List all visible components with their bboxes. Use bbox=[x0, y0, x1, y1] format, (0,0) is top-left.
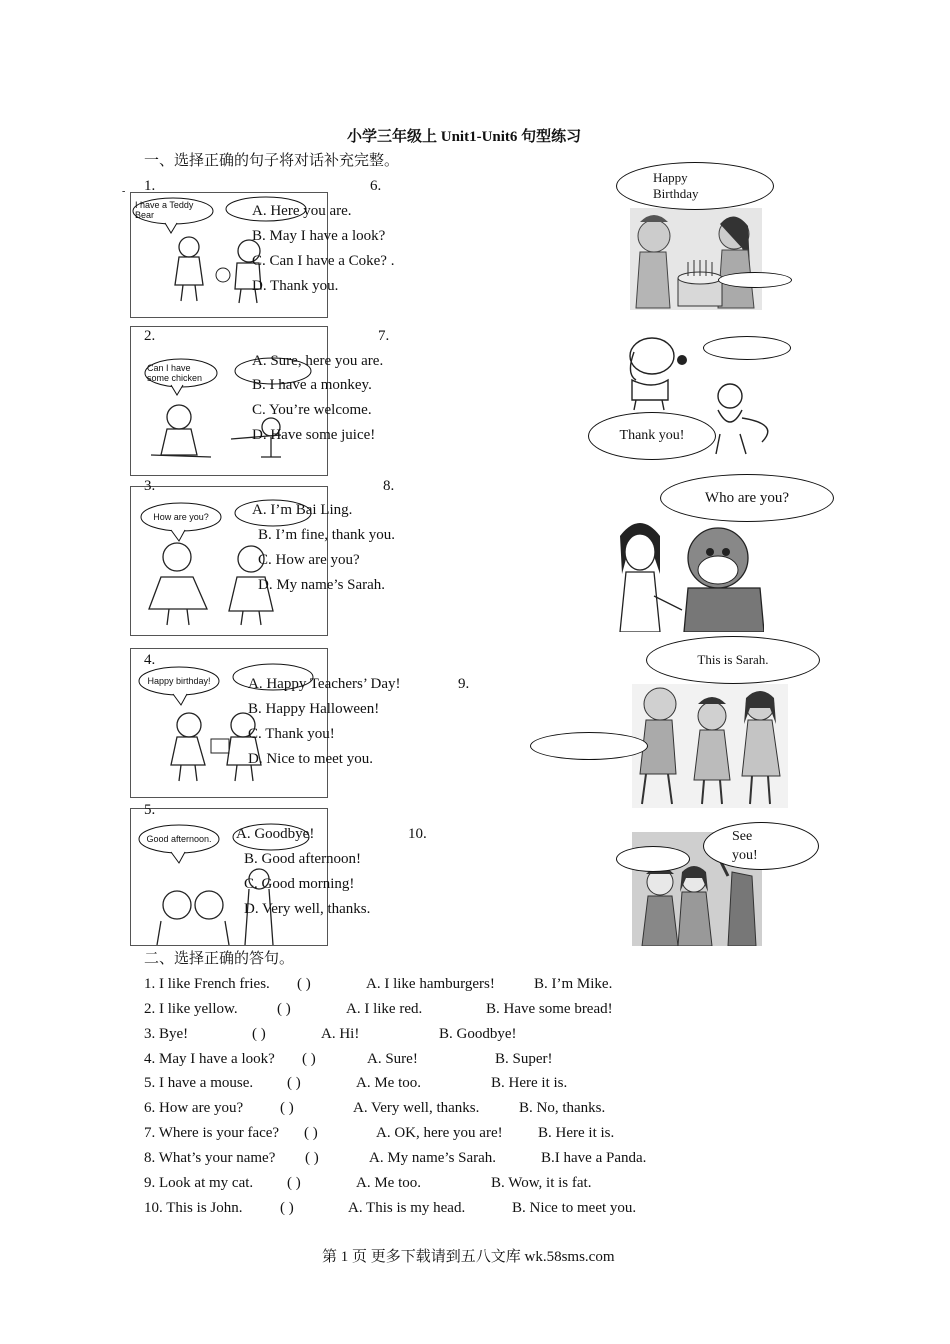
s2-q1-option-b: B. I’m Mike. bbox=[534, 976, 613, 992]
q3-option-c: C. How are you? bbox=[258, 552, 360, 568]
q4-option-d: D. Nice to meet you. bbox=[248, 751, 373, 767]
s2-q9-option-b: B. Wow, it is fat. bbox=[491, 1175, 592, 1191]
s2-q4: 4. May I have a look? bbox=[144, 1051, 275, 1067]
s2-q7-option-a: A. OK, here you are! bbox=[376, 1125, 503, 1141]
q6-bubble-text: Happy Birthday bbox=[653, 170, 699, 201]
s2-q5-option-b: B. Here it is. bbox=[491, 1075, 568, 1091]
q3-option-b: B. I’m fine, thank you. bbox=[258, 527, 396, 543]
s2-q1-blank[interactable]: ( ) bbox=[297, 976, 311, 992]
q2-option-d: D. Have some juice! bbox=[252, 427, 376, 443]
s2-q7-option-b: B. Here it is. bbox=[538, 1125, 615, 1141]
q1-option-d: D. Thank you. bbox=[252, 278, 339, 294]
s2-q5-blank[interactable]: ( ) bbox=[287, 1075, 301, 1091]
q10-bubble-text: See you! bbox=[732, 829, 758, 863]
s2-q3-option-b: B. Goodbye! bbox=[439, 1026, 517, 1042]
s2-q9-option-a: A. Me too. bbox=[356, 1175, 421, 1191]
s2-q3-blank[interactable]: ( ) bbox=[252, 1026, 266, 1042]
q8-girl-lion-illustration bbox=[614, 514, 764, 632]
q9-three-kids-illustration bbox=[632, 684, 788, 808]
q8-girl-lion-picture bbox=[614, 514, 764, 632]
q10-answer-bubble-empty bbox=[616, 846, 690, 872]
q6-number: 6. bbox=[370, 178, 382, 194]
q1-bubble-text: I have a Teddy Bear bbox=[135, 200, 194, 220]
q10-bubble-see-you bbox=[703, 822, 819, 870]
q1-option-a: A. Here you are. bbox=[252, 203, 352, 219]
q7-bubble-text: Thank you! bbox=[619, 428, 685, 443]
q7-bubble-thank-you bbox=[588, 412, 716, 460]
q9-bubble-this-is-sarah bbox=[646, 636, 820, 684]
s2-q2-option-a: A. I like red. bbox=[346, 1001, 423, 1017]
s2-q8-blank[interactable]: ( ) bbox=[305, 1150, 319, 1166]
q5-option-a: A. Goodbye! bbox=[236, 826, 315, 842]
s2-q2-option-b: B. Have some bread! bbox=[486, 1001, 613, 1017]
q9-number: 9. bbox=[458, 676, 470, 692]
q2-option-b: B. I have a monkey. bbox=[252, 377, 372, 393]
s2-q8-option-b: B.I have a Panda. bbox=[541, 1150, 647, 1166]
s2-q10-option-a: A. This is my head. bbox=[348, 1200, 466, 1216]
q4-option-c: C. Thank you! bbox=[248, 726, 335, 742]
q1-number: 1. bbox=[144, 178, 156, 194]
q4-option-b: B. Happy Halloween! bbox=[248, 701, 380, 717]
q5-number: 5. bbox=[144, 802, 156, 818]
q5-option-b: B. Good afternoon! bbox=[244, 851, 362, 867]
q4-number: 4. bbox=[144, 652, 156, 668]
section2-heading: 二、选择正确的答句。 bbox=[144, 951, 295, 967]
s2-q8: 8. What’s your name? bbox=[144, 1150, 276, 1166]
s2-q1-option-a: A. I like hamburgers! bbox=[366, 976, 495, 992]
q5-option-c: C. Good morning! bbox=[244, 876, 355, 892]
q10-number: 10. bbox=[408, 826, 427, 842]
section1-heading: 一、选择正确的句子将对话补充完整。 bbox=[144, 153, 400, 169]
q8-bubble-who-are-you bbox=[660, 474, 834, 522]
s2-q2: 2. I like yellow. bbox=[144, 1001, 238, 1017]
q6-birthday-picture bbox=[630, 208, 762, 310]
q4-kids-illustration bbox=[131, 649, 327, 797]
s2-q10-option-b: B. Nice to meet you. bbox=[512, 1200, 637, 1216]
s2-q9: 9. Look at my cat. bbox=[144, 1175, 254, 1191]
q4-picture-frame bbox=[130, 648, 328, 798]
s2-q7: 7. Where is your face? bbox=[144, 1125, 280, 1141]
s2-q2-blank[interactable]: ( ) bbox=[277, 1001, 291, 1017]
q8-bubble-text: Who are you? bbox=[704, 489, 790, 506]
s2-q4-blank[interactable]: ( ) bbox=[302, 1051, 316, 1067]
q9-three-kids-picture bbox=[632, 684, 788, 808]
q5-bubble-text: Good afternoon. bbox=[146, 834, 212, 844]
q6-answer-bubble-empty bbox=[718, 272, 792, 288]
s2-q9-blank[interactable]: ( ) bbox=[287, 1175, 301, 1191]
q9-answer-bubble-empty bbox=[530, 732, 648, 760]
page-title: 小学三年级上 Unit1-Unit6 句型练习 bbox=[347, 129, 582, 145]
s2-q5: 5. I have a mouse. bbox=[144, 1075, 254, 1091]
q2-number: 2. bbox=[144, 328, 156, 344]
q4-bubble-text: Happy birthday! bbox=[147, 676, 211, 686]
page-footer: 第 1 页 更多下载请到五八文库 wk.58sms.com bbox=[322, 1249, 615, 1265]
q3-number: 3. bbox=[144, 478, 156, 494]
q2-option-a: A. Sure, here you are. bbox=[252, 353, 384, 369]
q8-number: 8. bbox=[383, 478, 395, 494]
s2-q6: 6. How are you? bbox=[144, 1100, 244, 1116]
q4-option-a: A. Happy Teachers’ Day! bbox=[248, 676, 401, 692]
q9-bubble-text: This is Sarah. bbox=[697, 652, 769, 667]
s2-q3-option-a: A. Hi! bbox=[321, 1026, 360, 1042]
bullet-mark: - bbox=[122, 186, 126, 197]
s2-q10-blank[interactable]: ( ) bbox=[280, 1200, 294, 1216]
s2-q7-blank[interactable]: ( ) bbox=[304, 1125, 318, 1141]
q3-option-d: D. My name’s Sarah. bbox=[258, 577, 386, 593]
q1-option-b: B. May I have a look? bbox=[252, 228, 386, 244]
s2-q1: 1. I like French fries. bbox=[144, 976, 270, 992]
q7-answer-bubble-empty bbox=[703, 336, 791, 360]
s2-q6-blank[interactable]: ( ) bbox=[280, 1100, 294, 1116]
q7-number: 7. bbox=[378, 328, 390, 344]
s2-q8-option-a: A. My name’s Sarah. bbox=[369, 1150, 497, 1166]
q6-bubble-happy-birthday bbox=[616, 162, 774, 210]
q5-option-d: D. Very well, thanks. bbox=[244, 901, 371, 917]
s2-q4-option-a: A. Sure! bbox=[367, 1051, 418, 1067]
s2-q10: 10. This is John. bbox=[144, 1200, 243, 1216]
s2-q3: 3. Bye! bbox=[144, 1026, 189, 1042]
s2-q4-option-b: B. Super! bbox=[495, 1051, 553, 1067]
s2-q6-option-a: A. Very well, thanks. bbox=[353, 1100, 480, 1116]
q1-option-c: C. Can I have a Coke? . bbox=[252, 253, 395, 269]
q6-birthday-illustration bbox=[630, 208, 762, 310]
q2-option-c: C. You’re welcome. bbox=[252, 402, 372, 418]
s2-q6-option-b: B. No, thanks. bbox=[519, 1100, 606, 1116]
q2-bubble-text: Can I have some chicken bbox=[147, 363, 203, 383]
q3-option-a: A. I’m Bai Ling. bbox=[252, 502, 353, 518]
s2-q5-option-a: A. Me too. bbox=[356, 1075, 421, 1091]
q3-bubble-text: How are you? bbox=[153, 512, 209, 522]
